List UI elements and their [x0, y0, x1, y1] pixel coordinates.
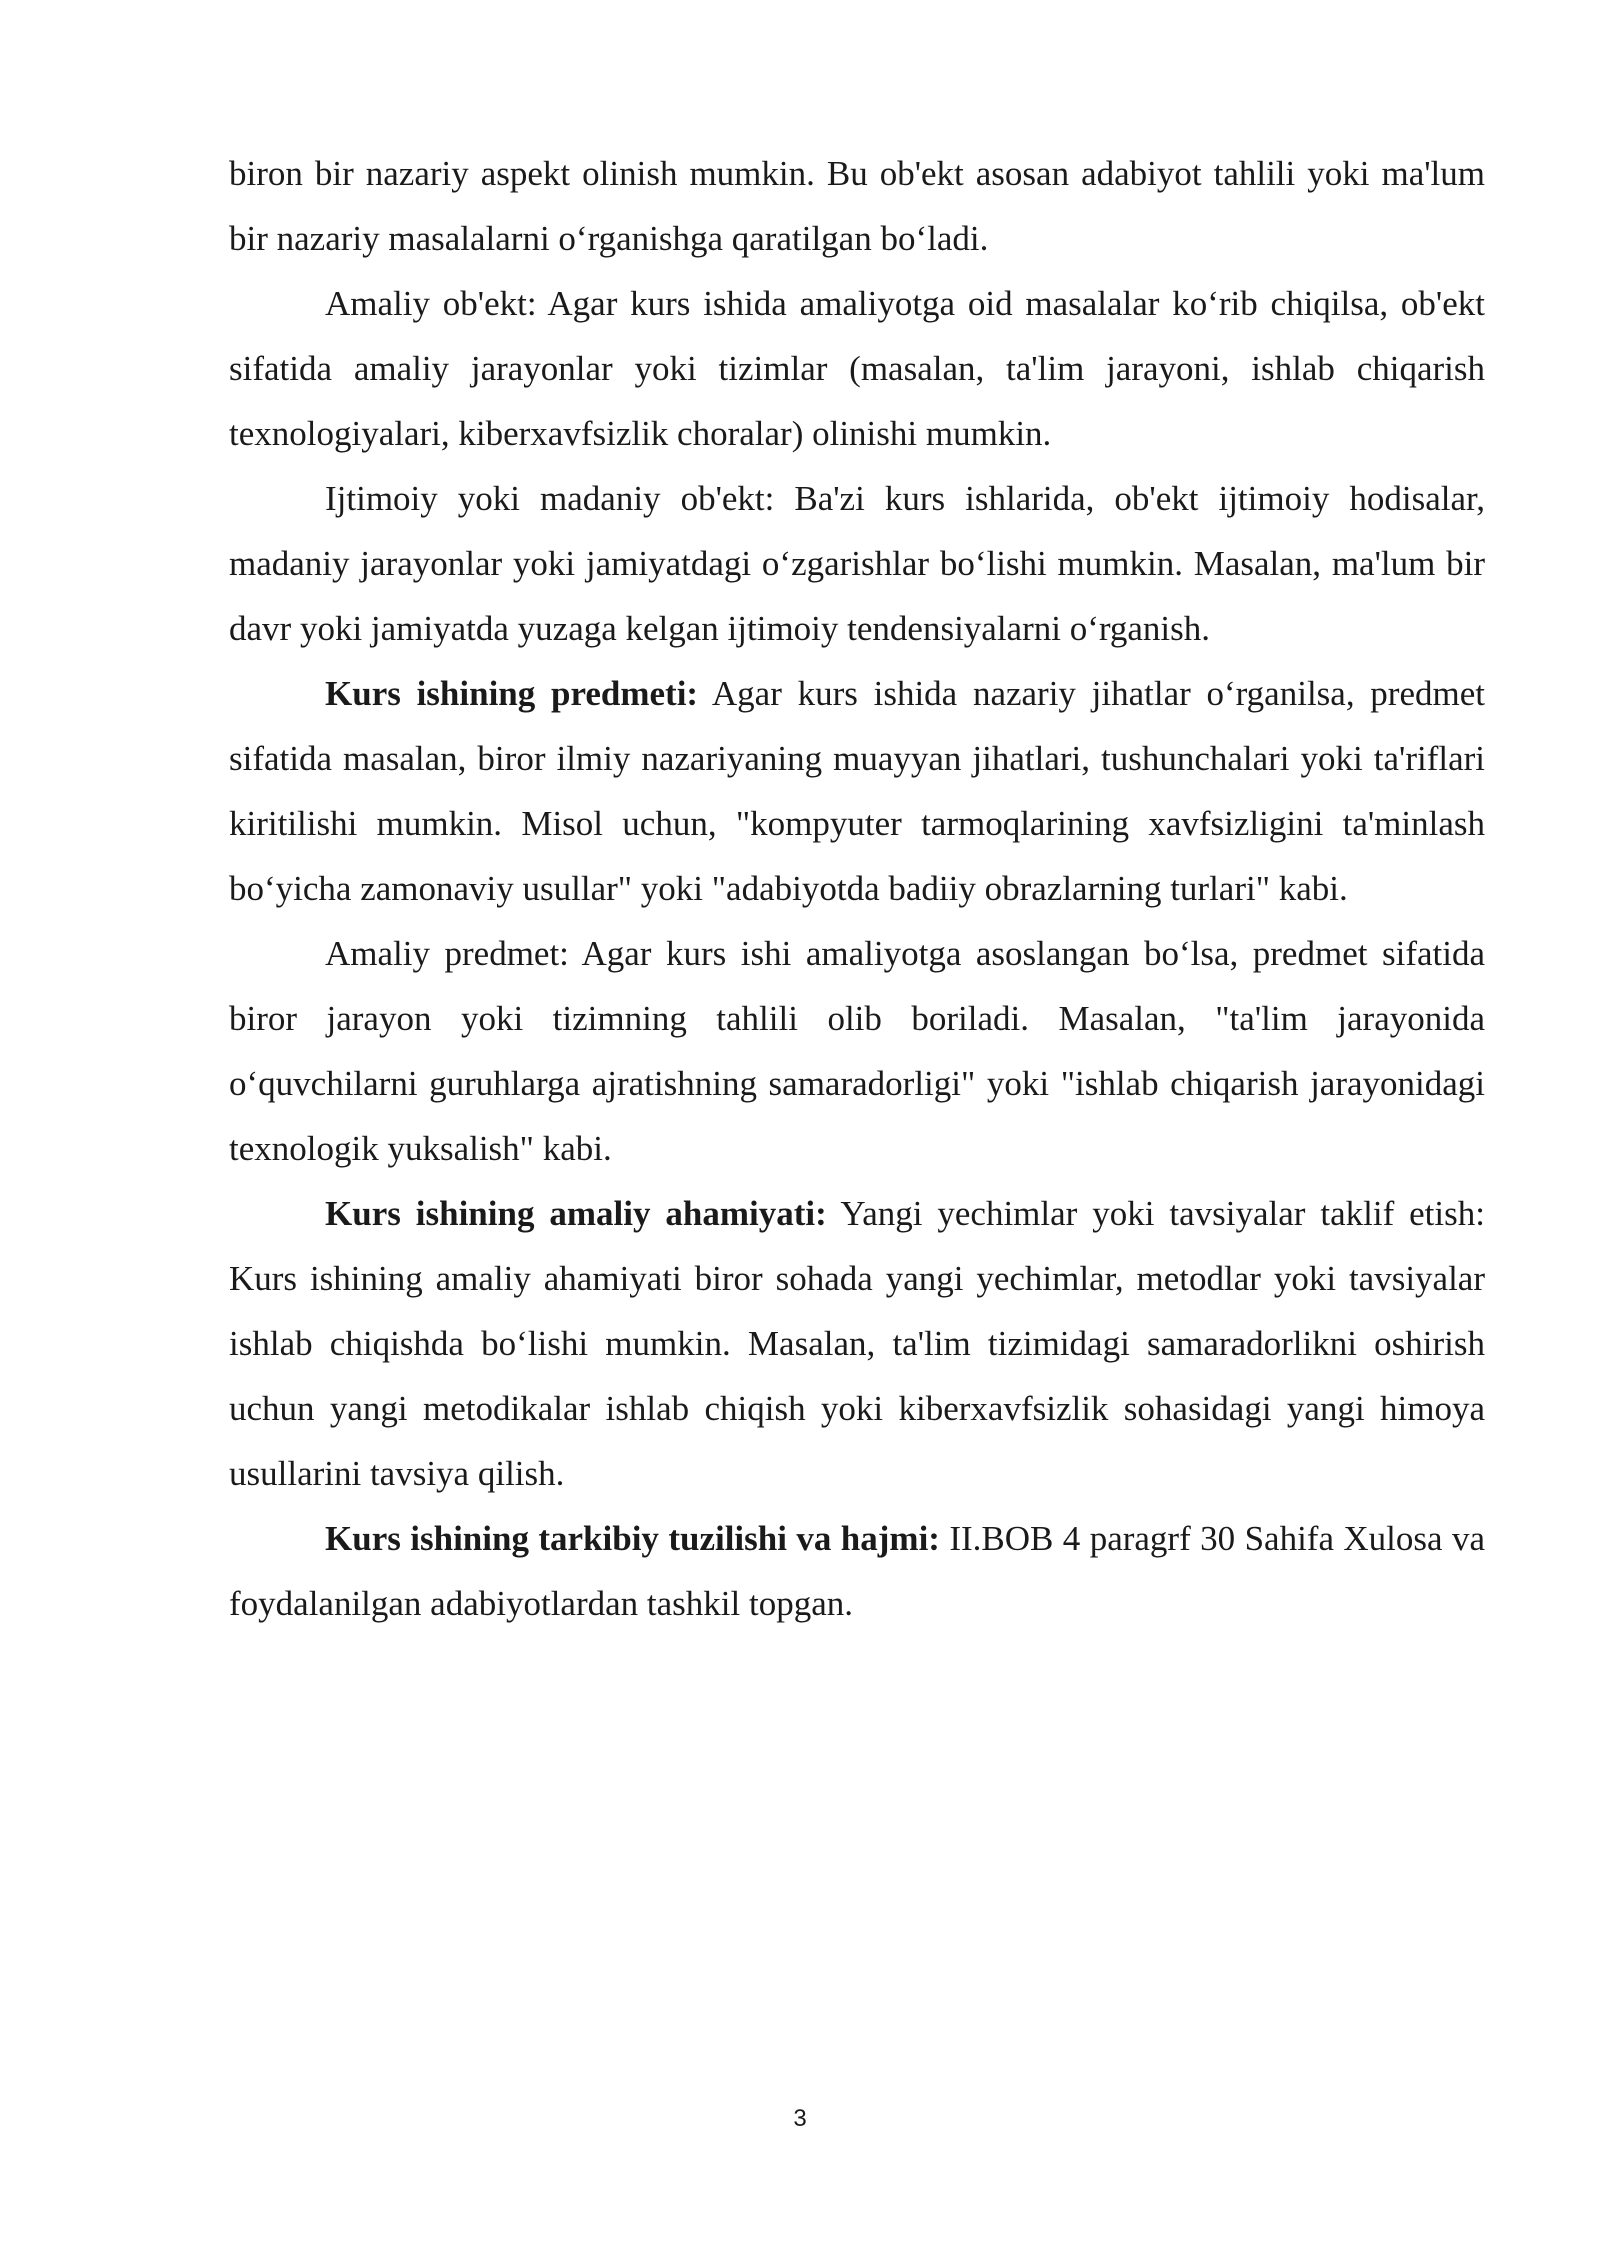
- document-page: [229, 141, 1485, 1636]
- paragraph-text: Amaliy predmet: Agar kurs ishi amaliyotga asoslangan bo‘lsa, predmet sifatida biror jarayon yoki tizimning tahlili olib boriladi. Masalan, "ta'lim jarayonida o‘quvchilarni guruhlarga ajratishning samaradorligi" yoki "ishlab chiqarish jarayonidagi texnologik yuksalish" kabi.: [229, 934, 1485, 1168]
- paragraph-amaliy-predmet: [229, 921, 1485, 1181]
- paragraph-text: Ijtimoiy yoki madaniy ob'ekt: Ba'zi kurs ishlarida, ob'ekt ijtimoiy hodisalar, madaniy jarayonlar yoki jamiyatdagi o‘zgarishlar bo‘lishi mumkin. Masalan, ma'lum bir davr yoki jamiyatda yuzaga kelgan ijtimoiy tendensiyalarni o‘rganish.: [229, 479, 1485, 648]
- paragraph-text: Yangi yechimlar yoki tavsiyalar taklif etish: Kurs ishining amaliy ahamiyati biror sohada yangi yechimlar, metodlar yoki tavsiyalar ishlab chiqishda bo‘lishi mumkin. Masalan, ta'lim tizimidagi samaradorlikni oshirish uchun yangi metodikalar ishlab chiqish yoki kiberxavfsizlik sohasidagi yangi himoya usullarini tavsiya qilish.: [229, 1194, 1485, 1493]
- paragraph-continuation: [229, 141, 1485, 271]
- paragraph-amaliy-ahamiyati: [229, 1181, 1485, 1506]
- paragraph-text: Amaliy ob'ekt: Agar kurs ishida amaliyotga oid masalalar ko‘rib chiqilsa, ob'ekt sifatida amaliy jarayonlar yoki tizimlar (masalan, ta'lim jarayoni, ishlab chiqarish texnologiyalari, kiberxavfsizlik choralar) olinishi mumkin.: [229, 284, 1485, 453]
- paragraph-heading: Kurs ishining tarkibiy tuzilishi va hajmi:: [325, 1519, 940, 1558]
- paragraph-ijtimoiy-obekt: [229, 466, 1485, 661]
- paragraph-amaliy-obekt: [229, 271, 1485, 466]
- paragraph-text: II.BOB 4 paragrf 30 Sahifa Xulosa va foydalanilgan adabiyotlardan tashkil topgan.: [229, 1519, 1485, 1623]
- paragraph-tarkibiy-tuzilishi: [229, 1506, 1485, 1636]
- page-number: 3: [793, 2105, 807, 2132]
- paragraph-heading: Kurs ishining amaliy ahamiyati:: [325, 1194, 827, 1233]
- paragraph-text: biron bir nazariy aspekt olinish mumkin. Bu ob'ekt asosan adabiyot tahlili yoki ma'lum bir nazariy masalalarni o‘rganishga qaratilgan bo‘ladi.: [229, 154, 1485, 258]
- paragraph-predmeti: [229, 661, 1485, 921]
- paragraph-text: Agar kurs ishida nazariy jihatlar o‘rganilsa, predmet sifatida masalan, biror ilmiy nazariyaning muayyan jihatlari, tushunchalari yoki ta'riflari kiritilishi mumkin. Misol uchun, "kompyuter tarmoqlarining xavfsizligini ta'minlash bo‘yicha zamonaviy usullar" yoki "adabiyotda badiiy obrazlarning turlari" kabi.: [229, 674, 1485, 908]
- paragraph-heading: Kurs ishining predmeti:: [325, 674, 699, 713]
